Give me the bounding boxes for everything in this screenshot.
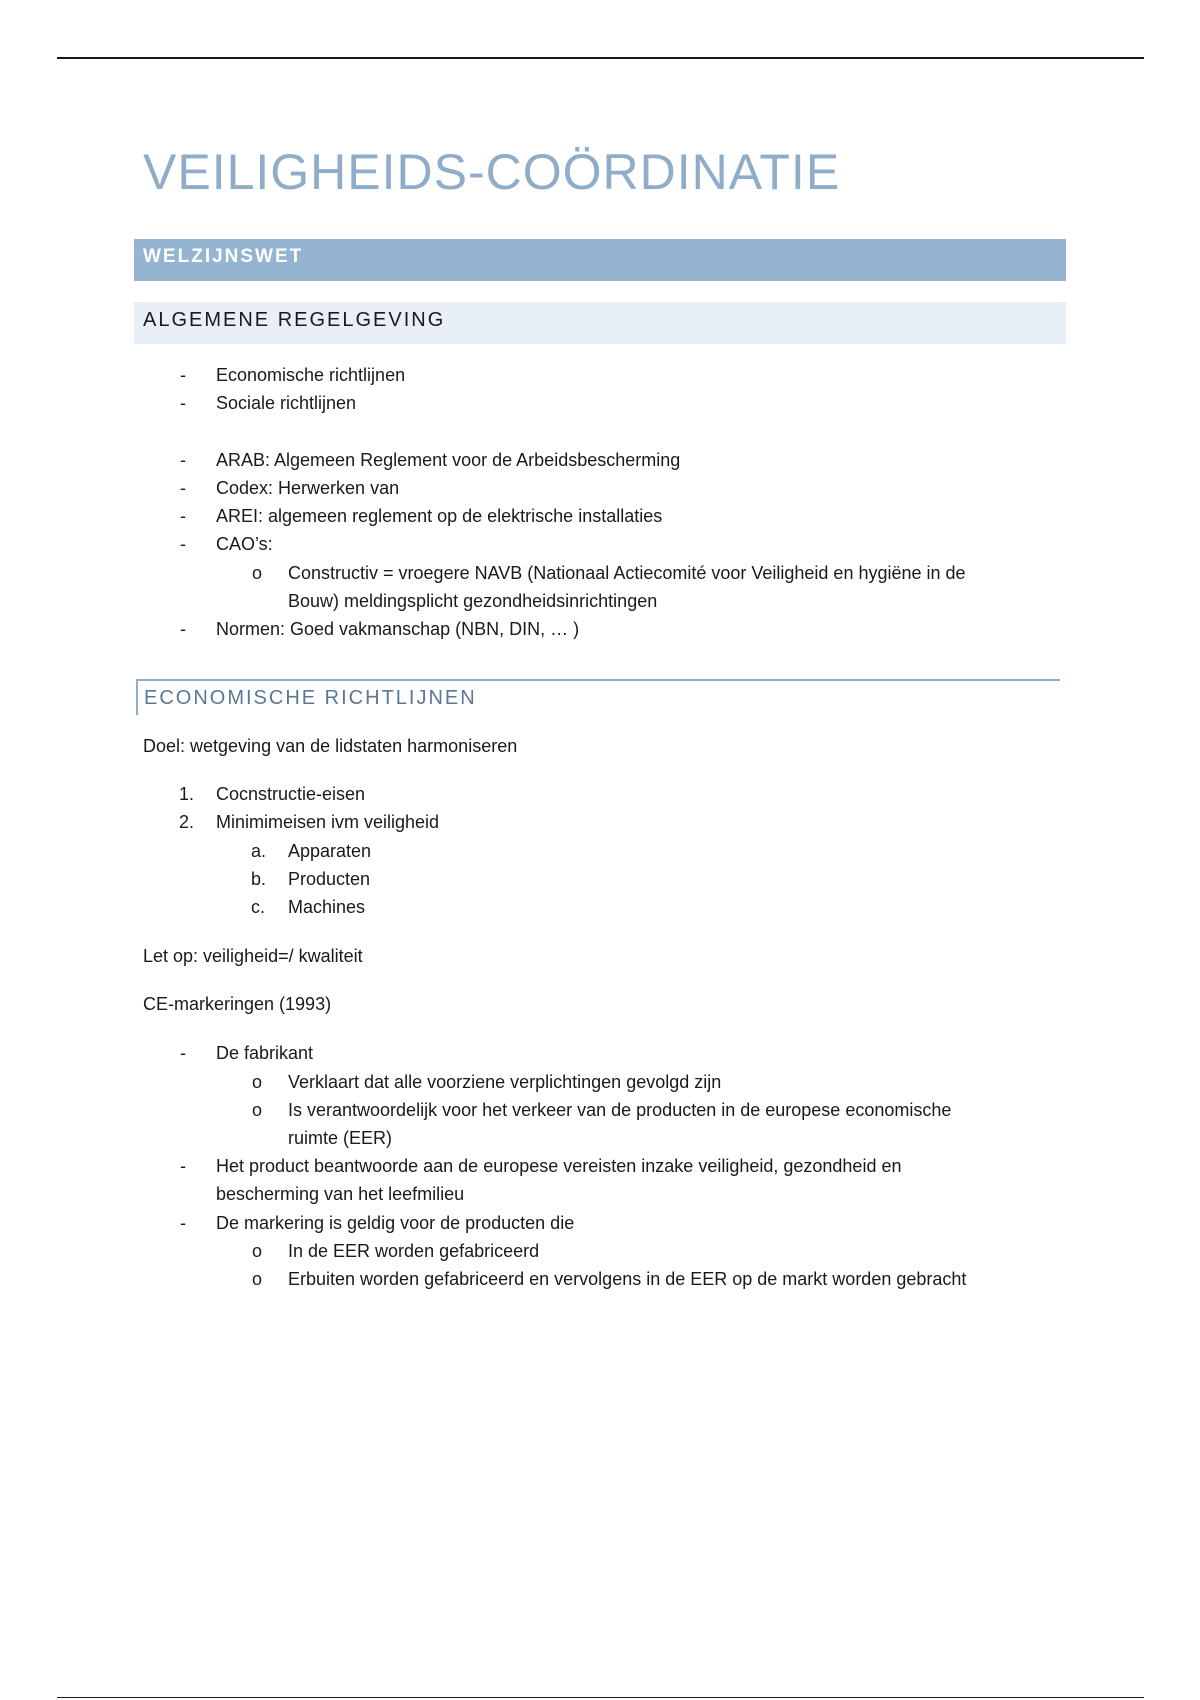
bullet-dash: -	[180, 365, 186, 385]
list-item: Normen: Goed vakmanschap (NBN, DIN, … )	[216, 619, 580, 639]
bullet-dash: -	[180, 450, 186, 470]
list-item: Is verantwoordelijk voor het verkeer van de producten in de europese economische	[288, 1100, 952, 1120]
list-item: CAO’s:	[216, 534, 273, 554]
list-letter: b.	[251, 869, 267, 889]
bullet-dash: -	[180, 1043, 186, 1063]
list-item: Constructiv = vroegere NAVB (Nationaal Actiecomité voor Veiligheid en hygiëne in de	[288, 563, 966, 583]
list-item: Verklaart dat alle voorziene verplichtingen gevolgd zijn	[288, 1072, 722, 1092]
list-item-continuation: Bouw) meldingsplicht gezondheidsinrichtingen	[288, 591, 658, 611]
bullet-circle: o	[252, 1241, 263, 1261]
list-item: Apparaten	[288, 841, 372, 861]
bullet-dash: -	[180, 1213, 186, 1233]
list-letter: c.	[251, 897, 266, 917]
list-item: In de EER worden gefabriceerd	[288, 1241, 540, 1261]
bullet-dash: -	[180, 534, 186, 554]
list-item: Producten	[288, 869, 371, 889]
list-item-continuation: bescherming van het leefmilieu	[216, 1184, 465, 1204]
bullet-circle: o	[252, 563, 263, 583]
bottom-rule	[57, 1697, 1144, 1698]
list-number: 1.	[179, 784, 195, 804]
list-letter: a.	[251, 841, 267, 861]
bullet-circle: o	[252, 1072, 263, 1092]
list-item: De markering is geldig voor de producten die	[216, 1213, 575, 1233]
bullet-dash: -	[180, 506, 186, 526]
list-item: Het product beantwoorde aan de europese vereisten inzake veiligheid, gezondheid en	[216, 1156, 902, 1176]
list-item: Sociale richtlijnen	[216, 393, 357, 413]
bullet-dash: -	[180, 1156, 186, 1176]
list-item: Erbuiten worden gefabriceerd en vervolgens in de EER op de markt worden gebracht	[288, 1269, 967, 1289]
list-item: Economische richtlijnen	[216, 365, 406, 385]
bullet-dash: -	[180, 478, 186, 498]
bullet-circle: o	[252, 1269, 263, 1289]
list-item: Codex: Herwerken van	[216, 478, 400, 498]
list-item: Minimimeisen ivm veiligheid	[216, 812, 440, 832]
document-title: VEILIGHEIDS-COÖRDINATIE	[143, 144, 841, 200]
paragraph-ce-markeringen: CE-markeringen (1993)	[143, 994, 332, 1014]
list-item: De fabrikant	[216, 1043, 314, 1063]
bullet-dash: -	[180, 393, 186, 413]
list-item: Machines	[288, 897, 366, 917]
subsection-heading-economische-richtlijnen: ECONOMISCHE RICHTLIJNEN	[136, 679, 1060, 715]
list-number: 2.	[179, 812, 195, 832]
list-item: ARAB: Algemeen Reglement voor de Arbeidsbescherming	[216, 450, 681, 470]
section-heading-welzijnswet: WELZIJNSWET	[134, 239, 1066, 281]
top-rule	[57, 57, 1144, 59]
bullet-dash: -	[180, 619, 186, 639]
subsection-heading-algemene-regelgeving: ALGEMENE REGELGEVING	[134, 302, 1066, 344]
list-item: Cocnstructie-eisen	[216, 784, 366, 804]
list-item-continuation: ruimte (EER)	[288, 1128, 393, 1148]
paragraph-let-op: Let op: veiligheid=/ kwaliteit	[143, 946, 363, 966]
list-item: AREI: algemeen reglement op de elektrische installaties	[216, 506, 663, 526]
paragraph-doel: Doel: wetgeving van de lidstaten harmoniseren	[143, 736, 518, 756]
bullet-circle: o	[252, 1100, 263, 1120]
